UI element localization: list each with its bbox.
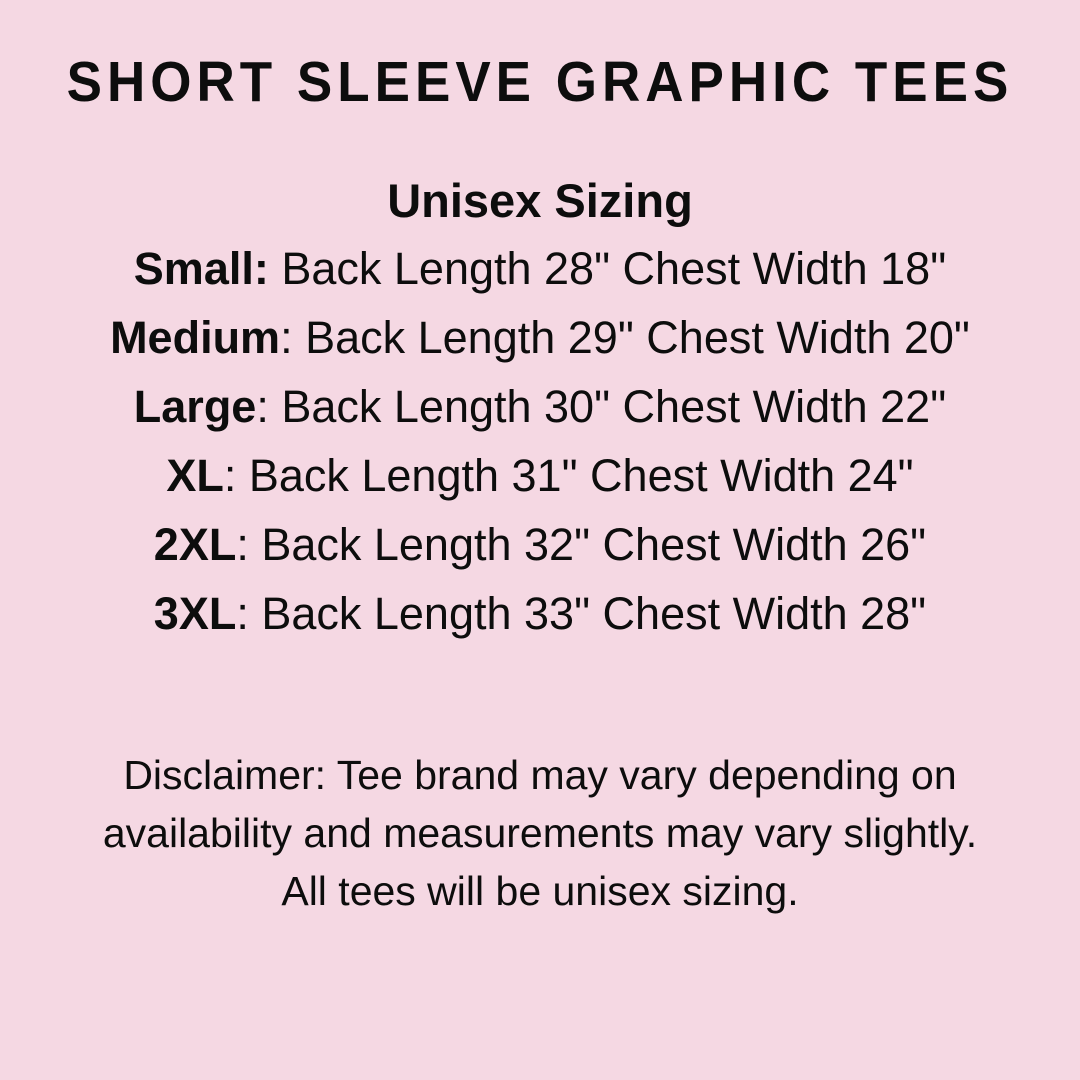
size-label: 2XL — [153, 519, 237, 570]
size-row-small — [110, 234, 970, 303]
size-label: Large — [133, 381, 257, 432]
size-row-xl — [110, 441, 970, 510]
size-detail: : Back Length 30" Chest Width 22" — [256, 381, 947, 432]
size-detail: : Back Length 31" Chest Width 24" — [223, 450, 914, 501]
size-label: XL — [166, 450, 224, 501]
size-row-large — [110, 372, 970, 441]
size-list — [110, 234, 970, 648]
size-label: 3XL — [153, 588, 237, 639]
size-row-2xl — [110, 510, 970, 579]
size-detail: : Back Length 29" Chest Width 20" — [280, 312, 970, 363]
size-label: Small: — [133, 243, 269, 294]
size-row-medium — [110, 303, 970, 372]
size-label: Medium — [110, 312, 281, 363]
size-row-3xl — [110, 579, 970, 648]
size-detail: Back Length 28" Chest Width 18" — [268, 243, 947, 294]
disclaimer-text: Disclaimer: Tee brand may vary depending on availability and measurements may vary slightly. All tees will be unisex sizing. — [102, 752, 978, 914]
sizing-heading: Unisex Sizing — [387, 174, 693, 227]
page-title: SHORT SLEEVE GRAPHIC TEES — [66, 51, 1014, 114]
size-detail: : Back Length 32" Chest Width 26" — [236, 519, 927, 570]
size-detail: : Back Length 33" Chest Width 28" — [236, 588, 927, 639]
